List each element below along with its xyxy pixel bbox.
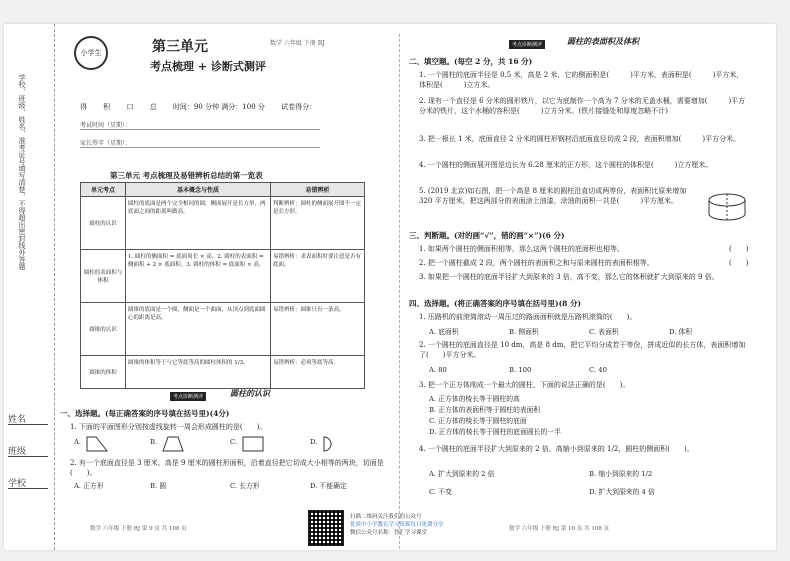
- score-box: 得: [80, 103, 87, 111]
- judge-question: 1. 如果两个圆柱的侧面积相等，那么这两个圆柱的底面积也相等。: [419, 245, 624, 253]
- class-label: 班级: [8, 447, 27, 457]
- promo-line: 扫描二维码关注我们的公众号: [350, 514, 422, 520]
- question-text: 1. 下面的平面图形分别按虚线旋转一周会形成圆柱的是( )。: [70, 423, 267, 431]
- name-line[interactable]: [8, 424, 48, 425]
- concept-cell: 圆锥的底面是一个圆，侧面是一个曲面，从顶点到底面圆心的距离是高。: [126, 303, 271, 356]
- choice-question: 4. 一个圆柱的底面半径扩大到原来的 2 倍，高缩小到原来的 1/2，圆柱的侧面积( )。: [419, 445, 694, 453]
- right-trapezoid-icon[interactable]: [86, 436, 108, 452]
- concept-cell: 1. 圆柱的侧面积 = 底面周长 × 高。2. 圆柱的表面积 = 侧面积 + 2 × 底面积。3. 圆柱的体积 = 底面积 × 高。: [126, 250, 271, 303]
- option-d[interactable]: D. 体积: [669, 328, 693, 336]
- topic-cell: 圆柱的认识: [81, 197, 126, 250]
- section-heading: 一、选择题。(每正确答案的序号填在括号里)(4分): [60, 409, 230, 418]
- score-box: 积: [103, 103, 111, 111]
- semicircle-icon[interactable]: [322, 436, 344, 452]
- concept-cell: 圆锥的体积等于与它等底等高的圆柱体积的 1/3。: [126, 356, 271, 389]
- option-a[interactable]: A. 80: [429, 366, 447, 374]
- table-row: [81, 303, 365, 356]
- section-heading: 二、填空题。(每空 2 分，共 16 分): [409, 57, 533, 66]
- table-row: [81, 356, 365, 389]
- option-label: B.: [150, 438, 158, 446]
- table-row: [81, 197, 365, 250]
- time-limit: 时间：90 分钟 满分：100 分: [172, 103, 265, 111]
- option-c[interactable]: C. 正方体的棱长等于圆柱的底面: [429, 417, 527, 425]
- fill-question: 2. 现有一个直径是 6 分米的圆形铁片，以它为底制作一个高为 7 分米的无盖水桶，需要增加( )平方分米的铁片，这个水桶的容积是( )立方分米。(铁片接缝处和厚度忽略不计): [419, 97, 746, 115]
- split-cylinder-figure: [707, 192, 749, 222]
- score-label: 试卷得分：: [281, 103, 317, 111]
- promo-line: 优质中小学教育学习资源每日免费分享: [350, 522, 444, 528]
- trapezoid-icon[interactable]: [162, 436, 184, 452]
- concept-cell: 圆柱的底面是两个完全相同的圆，侧面展开是长方形，两底面之间的距离叫做高。: [126, 197, 271, 250]
- option-c[interactable]: C. 表面积: [589, 328, 619, 336]
- option-c[interactable]: C. 长方形: [230, 482, 260, 490]
- qr-code-icon: [308, 510, 344, 546]
- option-a[interactable]: A. 正方体的棱长等于圆柱的高: [429, 395, 520, 403]
- choice-question: 1. 压路机的前滚筒滚动一周压过的路面面积就是压路机滚筒的( )。: [419, 313, 637, 321]
- banner-tag: 考点诊断测评: [509, 40, 545, 49]
- fill-question: 3. 把一根长 1 米，底面直径 2 分米的圆柱形钢材沿底面直径切成 2 段，表面积增加( )平方分米。: [419, 135, 741, 143]
- option-b[interactable]: B. 侧面积: [509, 328, 539, 336]
- choice-question: 3. 把一个正方体削成一个最大的圆柱，下面的说法正确的是( )。: [419, 381, 630, 389]
- school-label: 学校: [8, 479, 27, 489]
- judge-blank[interactable]: ( ): [729, 259, 749, 267]
- section-banner: 圆柱的认识: [230, 388, 270, 398]
- option-b[interactable]: B. 圆: [150, 482, 167, 490]
- topic-cell: 圆柱的表面积与体积: [81, 250, 126, 303]
- table-row: [81, 250, 365, 303]
- judge-question: 3. 如果把一个圆柱的底面半径扩大到原来的 3 倍，高不变，那么它的体积就扩大到原来的 9 倍。: [419, 273, 719, 281]
- option-c[interactable]: C. 40: [589, 366, 607, 374]
- pitfall-cell: 易错辨析：求表面积时要注意是否有底面。: [271, 250, 365, 303]
- name-label: 姓名: [8, 415, 27, 425]
- banner-tag: 考点诊断测评: [170, 392, 206, 401]
- section-heading: 三、判断题。(对的画“√”，错的画“×”)(6 分): [409, 231, 565, 240]
- answer-options: [429, 394, 759, 438]
- section-banner: 圆柱的表面积及体积: [567, 36, 639, 46]
- option-d[interactable]: D. 不能确定: [310, 482, 347, 490]
- topic-cell: 圆锥的认识: [81, 303, 126, 356]
- page-footer: 数学 六年级 下册 RJ 第 9 页 共 108 页: [90, 526, 187, 532]
- unit-title: 第三单元: [152, 39, 208, 55]
- binding-note: 学校、班级、姓名、准考证号填写清楚，不得超出密封线外答题: [18, 74, 26, 270]
- topic-cell: 圆锥的体积: [81, 356, 126, 389]
- info-line[interactable]: 家长签字（星期）：: [80, 138, 320, 148]
- school-line[interactable]: [8, 488, 48, 489]
- binding-strip: [4, 24, 55, 550]
- option-label: D.: [310, 438, 318, 446]
- unit-subtitle: 考点梳理 + 诊断式测评: [150, 60, 266, 73]
- page-divider: [399, 34, 400, 549]
- judge-blank[interactable]: ( ): [729, 245, 749, 253]
- option-d[interactable]: D. 扩大到原来的 4 倍: [589, 488, 655, 496]
- option-b[interactable]: B. 100: [509, 366, 532, 374]
- fill-question: 4. 一个圆柱的侧面展开图是边长为 6.28 厘米的正方形，这个圆柱的体积是( )立方厘米。: [419, 161, 713, 169]
- fill-question: 5. (2019 北京)如右图，把一个高是 8 厘米的圆柱沿直切成两等份，表面积比原来增加 320 平方厘米，把这两部分的表面涂上油漆，涂油的面积一共是( )平方厘米。: [419, 187, 687, 205]
- judge-question: 2. 把一个圆柱截成 2 段，两个圆柱的表面积之和与原来圆柱的表面积相等。: [419, 259, 654, 267]
- option-a[interactable]: A. 正方形: [74, 482, 104, 490]
- pitfall-cell: 判断辨析：圆柱的侧面展开图不一定是长方形。: [271, 197, 365, 250]
- table-header: 单元考点: [81, 183, 126, 197]
- option-b[interactable]: B. 缩小到原来的 1/2: [589, 470, 653, 478]
- summary-table: [80, 182, 365, 389]
- info-line[interactable]: 考试时间（星期）：: [80, 120, 320, 130]
- fill-question: 1. 一个圆柱的底面半径是 0.5 米，高是 2 米，它的侧面积是( )平方米，表面积是( )平方米，体积是( )立方米。: [419, 71, 744, 89]
- pitfall-cell: 易错辨析：圆锥只有一条高。: [271, 303, 365, 356]
- option-d[interactable]: D. 正方体的棱长等于圆柱的底面圆长的一半: [429, 428, 561, 436]
- table-header: 基本概念与性质: [126, 183, 271, 197]
- option-a[interactable]: A. 底面积: [429, 328, 459, 336]
- exam-sheet: [4, 24, 776, 550]
- score-boxes: [80, 102, 330, 112]
- table-header: 易错辨析: [271, 183, 365, 197]
- option-a[interactable]: A. 扩大到原来的 2 倍: [429, 470, 495, 478]
- option-label: C.: [230, 438, 238, 446]
- promo-line: 微信公众号名称：智汇学习课堂: [350, 530, 428, 536]
- section-heading: 四、选择题。(将正确答案的序号填在括号里)(8 分): [409, 299, 582, 308]
- table-title: 第三单元 考点梳理及易错辨析总结的第一览表: [110, 171, 263, 180]
- pitfall-cell: 易错辨析：必须等底等高。: [271, 356, 365, 389]
- score-box: 总: [149, 103, 157, 111]
- book-meta: 数学 六年级 下册 RJ: [270, 40, 325, 47]
- promo-text: [350, 512, 445, 536]
- option-c[interactable]: C. 不变: [429, 488, 452, 496]
- page-footer: 数学 六年级 下册 RJ 第 10 页 共 108 页: [509, 526, 610, 532]
- brand-logo: 小学生: [74, 36, 108, 70]
- choice-question: 2. 一个圆柱的底面直径是 10 dm，高是 8 dm，把它平均分成若干等份，拼成近似的长方体，表面积增加了( )平方分米。: [419, 341, 746, 359]
- option-b[interactable]: B. 正方体的表面积等于圆柱的表面积: [429, 406, 541, 414]
- option-label: A.: [74, 438, 82, 446]
- question-text: 2. 有一个底面直径是 3 厘米，高是 9 厘米的圆柱形面积，沿着直径把它切成大小相等的两块，切面是( )。: [70, 459, 384, 477]
- score-box: 口: [126, 103, 134, 111]
- rectangle-icon[interactable]: [242, 436, 264, 452]
- class-line[interactable]: [8, 456, 48, 457]
